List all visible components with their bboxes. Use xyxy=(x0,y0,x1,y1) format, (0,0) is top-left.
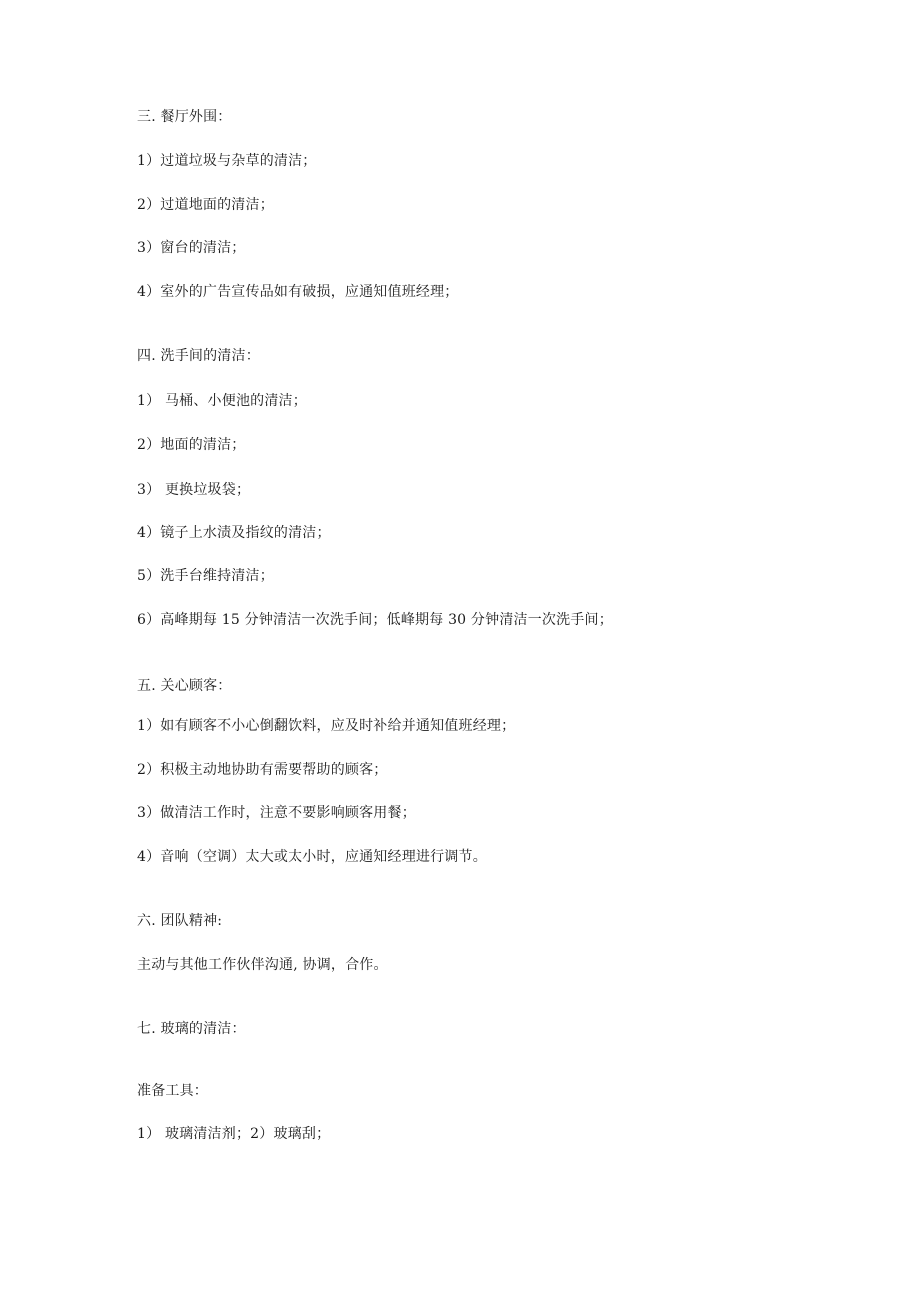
list-item: 2）过道地面的清洁； xyxy=(137,197,274,213)
list-item: 4）音响（空调）太大或太小时，应通知经理进行调节。 xyxy=(137,849,487,865)
section-heading-restaurant-exterior: 三. 餐厅外围： xyxy=(137,109,232,125)
list-item: 3）做清洁工作时，注意不要影响顾客用餐； xyxy=(137,805,416,821)
list-item: 1） 玻璃清洁剂；2）玻璃刮； xyxy=(137,1126,331,1142)
section-heading-glass-cleaning: 七. 玻璃的清洁： xyxy=(137,1021,246,1037)
list-item: 5）洗手台维持清洁； xyxy=(137,568,274,584)
list-item: 1）如有顾客不小心倒翻饮料，应及时补给并通知值班经理； xyxy=(137,718,516,734)
list-item: 2）地面的清洁； xyxy=(137,437,246,453)
section-heading-tools: 准备工具： xyxy=(137,1083,208,1099)
list-item: 1） 马桶、小便池的清洁； xyxy=(137,393,307,409)
list-item: 3）窗台的清洁； xyxy=(137,240,246,256)
list-item: 6）高峰期每 15 分钟清洁一次洗手间；低峰期每 30 分钟清洁一次洗手间； xyxy=(137,612,613,628)
list-item: 3） 更换垃圾袋； xyxy=(137,482,251,498)
list-item: 2）积极主动地协助有需要帮助的顾客； xyxy=(137,762,388,778)
list-item: 4）镜子上水渍及指纹的清洁； xyxy=(137,525,331,541)
list-item: 1）过道垃圾与杂草的清洁； xyxy=(137,153,317,169)
section-heading-team-spirit: 六. 团队精神: xyxy=(137,913,223,929)
paragraph: 主动与其他工作伙伴沟通, 协调，合作。 xyxy=(137,957,388,973)
list-item: 4）室外的广告宣传品如有破损，应通知值班经理； xyxy=(137,284,459,300)
section-heading-restroom-cleaning: 四. 洗手间的清洁： xyxy=(137,348,260,364)
section-heading-care-for-customers: 五. 关心顾客： xyxy=(137,678,232,694)
